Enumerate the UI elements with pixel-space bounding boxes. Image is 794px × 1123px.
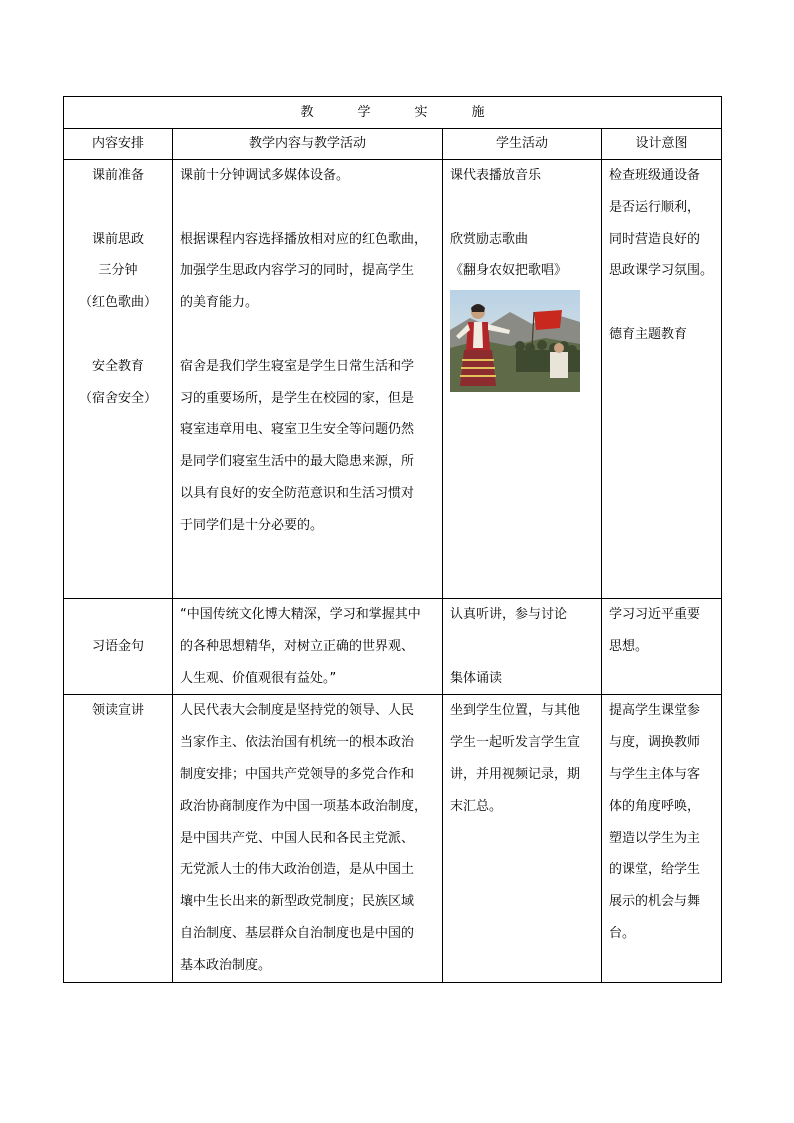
cell-line: 是中国共产党、中国人民和各民主党派、 — [180, 830, 415, 846]
cell-line: 的课堂，给学生 — [609, 862, 701, 878]
cell-line: 同时营造良好的 — [609, 231, 701, 247]
content-cell — [173, 695, 443, 982]
cell-line: 学习习近平重要 — [609, 607, 701, 622]
cell-line: 课前思政 — [91, 231, 144, 247]
design-intent-cell — [602, 160, 722, 599]
cell-line: 课前十分钟调试多媒体设备。 — [180, 168, 350, 183]
cell-line: 欣赏励志歌曲 — [450, 231, 529, 247]
cell-line: 思想。 — [609, 638, 649, 654]
cell-line: 检查班级通设备 — [609, 168, 701, 183]
cell-line: 基本政治制度。 — [180, 957, 272, 973]
cell-line: 领读宣讲 — [91, 703, 144, 719]
title-char: 实 — [414, 105, 428, 120]
cell-line: 课代表播放音乐 — [450, 168, 542, 183]
cell-line: （宿舍安全） — [78, 390, 157, 406]
cell-line: 制度安排；中国共产党领导的多党合作和 — [180, 766, 415, 782]
header-arrangement: 内容安排 — [64, 129, 173, 160]
cell-line: 德育主题教育 — [609, 326, 688, 342]
table-row — [64, 599, 722, 695]
cell-line: 的美育能力。 — [180, 295, 259, 311]
cell-line — [71, 319, 165, 351]
cell-line: 塑造以学生为主 — [609, 830, 701, 846]
cell-line: 与度，调换教师 — [609, 735, 701, 751]
cell-line: 是否运行顺利， — [609, 199, 701, 215]
student-activity-cell — [443, 695, 602, 982]
cell-line: 安全教育 — [91, 358, 144, 374]
arrangement-cell — [64, 599, 173, 695]
cell-line: 展示的机会与舞 — [609, 894, 701, 910]
title-char: 施 — [471, 105, 485, 120]
cell-line: 加强学生思政内容学习的同时，提高学生 — [180, 263, 415, 279]
cell-line: 习语金句 — [91, 638, 144, 654]
cell-line: 思政课学习氛围。 — [609, 263, 714, 279]
table-row — [64, 695, 722, 982]
cell-line: 习的重要场所，是学生在校园的家，但是 — [180, 390, 415, 406]
header-content: 教学内容与教学活动 — [173, 129, 443, 160]
cell-line: 是同学们寝室生活中的最大隐患来源，所 — [180, 454, 415, 470]
cell-line: 宿舍是我们学生寝室是学生日常生活和学 — [180, 358, 415, 374]
cell-line: “中国传统文化博大精深，学习和掌握其中 — [180, 607, 421, 622]
cell-line: 认真听讲，参与讨论 — [450, 607, 568, 622]
cell-line: 无党派人士的伟大政治创造，是从中国土 — [180, 862, 415, 878]
design-intent-cell — [602, 695, 722, 982]
cell-line — [180, 192, 435, 224]
cell-line — [180, 319, 435, 351]
cell-line: 末汇总。 — [450, 798, 503, 814]
title-char: 教 — [300, 105, 314, 120]
cell-line: 当家作主、依法治国有机统一的根本政治 — [180, 735, 415, 751]
cell-line: 课前准备 — [91, 168, 144, 183]
student-activity-cell — [443, 599, 602, 695]
table-row — [64, 160, 722, 599]
cell-line: 根据课程内容选择播放相对应的红色歌曲， — [180, 231, 428, 247]
arrangement-cell — [64, 160, 173, 599]
header-design-intent: 设计意图 — [602, 129, 722, 160]
arrangement-cell — [64, 695, 173, 982]
cell-line: 以具有良好的安全防范意识和生活习惯对 — [180, 485, 415, 501]
table-title — [64, 97, 722, 129]
cell-line — [71, 192, 165, 224]
cell-line: 坐到学生位置，与其他 — [450, 703, 581, 719]
cell-line — [71, 599, 165, 631]
header-student-activity: 学生活动 — [443, 129, 602, 160]
student-activity-cell — [443, 160, 602, 599]
cell-line: 集体诵读 — [450, 670, 503, 686]
cell-line: 寝室违章用电、寝室卫生安全等问题仍然 — [180, 422, 415, 438]
cell-line: 的各种思想精华，对树立正确的世界观、 — [180, 638, 415, 654]
cell-line: 与学生主体与客 — [609, 766, 701, 782]
teaching-implementation-table — [63, 96, 722, 983]
cell-line: 自治制度、基层群众自治制度也是中国的 — [180, 925, 415, 941]
cell-line: （红色歌曲） — [78, 295, 157, 311]
cell-line: 政治协商制度作为中国一项基本政治制度， — [180, 798, 428, 814]
cell-line: 于同学们是十分必要的。 — [180, 517, 324, 533]
design-intent-cell — [602, 599, 722, 695]
cell-line: 台。 — [609, 925, 636, 941]
content-cell — [173, 160, 443, 599]
cell-line: 提高学生课堂参 — [609, 703, 701, 719]
cell-line — [450, 631, 594, 663]
title-char: 学 — [357, 105, 371, 120]
cell-line: 人民代表大会制度是坚持党的领导、人民 — [180, 703, 415, 719]
content-cell — [173, 599, 443, 695]
cell-line: 三分钟 — [98, 263, 138, 279]
cell-line: 讲，并用视频记录，期 — [450, 766, 581, 782]
cell-line: 人生观、价值观很有益处。” — [180, 670, 337, 686]
cell-line — [450, 192, 594, 224]
cell-line: 体的角度呼唤， — [609, 798, 701, 814]
cell-line: 学生一起听发言学生宣 — [450, 735, 581, 751]
cell-line — [609, 287, 714, 319]
cell-line: 壤中生长出来的新型政党制度；民族区域 — [180, 894, 415, 910]
cell-line: 《翻身农奴把歌唱》 — [450, 263, 568, 279]
song-performance-photo — [450, 290, 580, 392]
